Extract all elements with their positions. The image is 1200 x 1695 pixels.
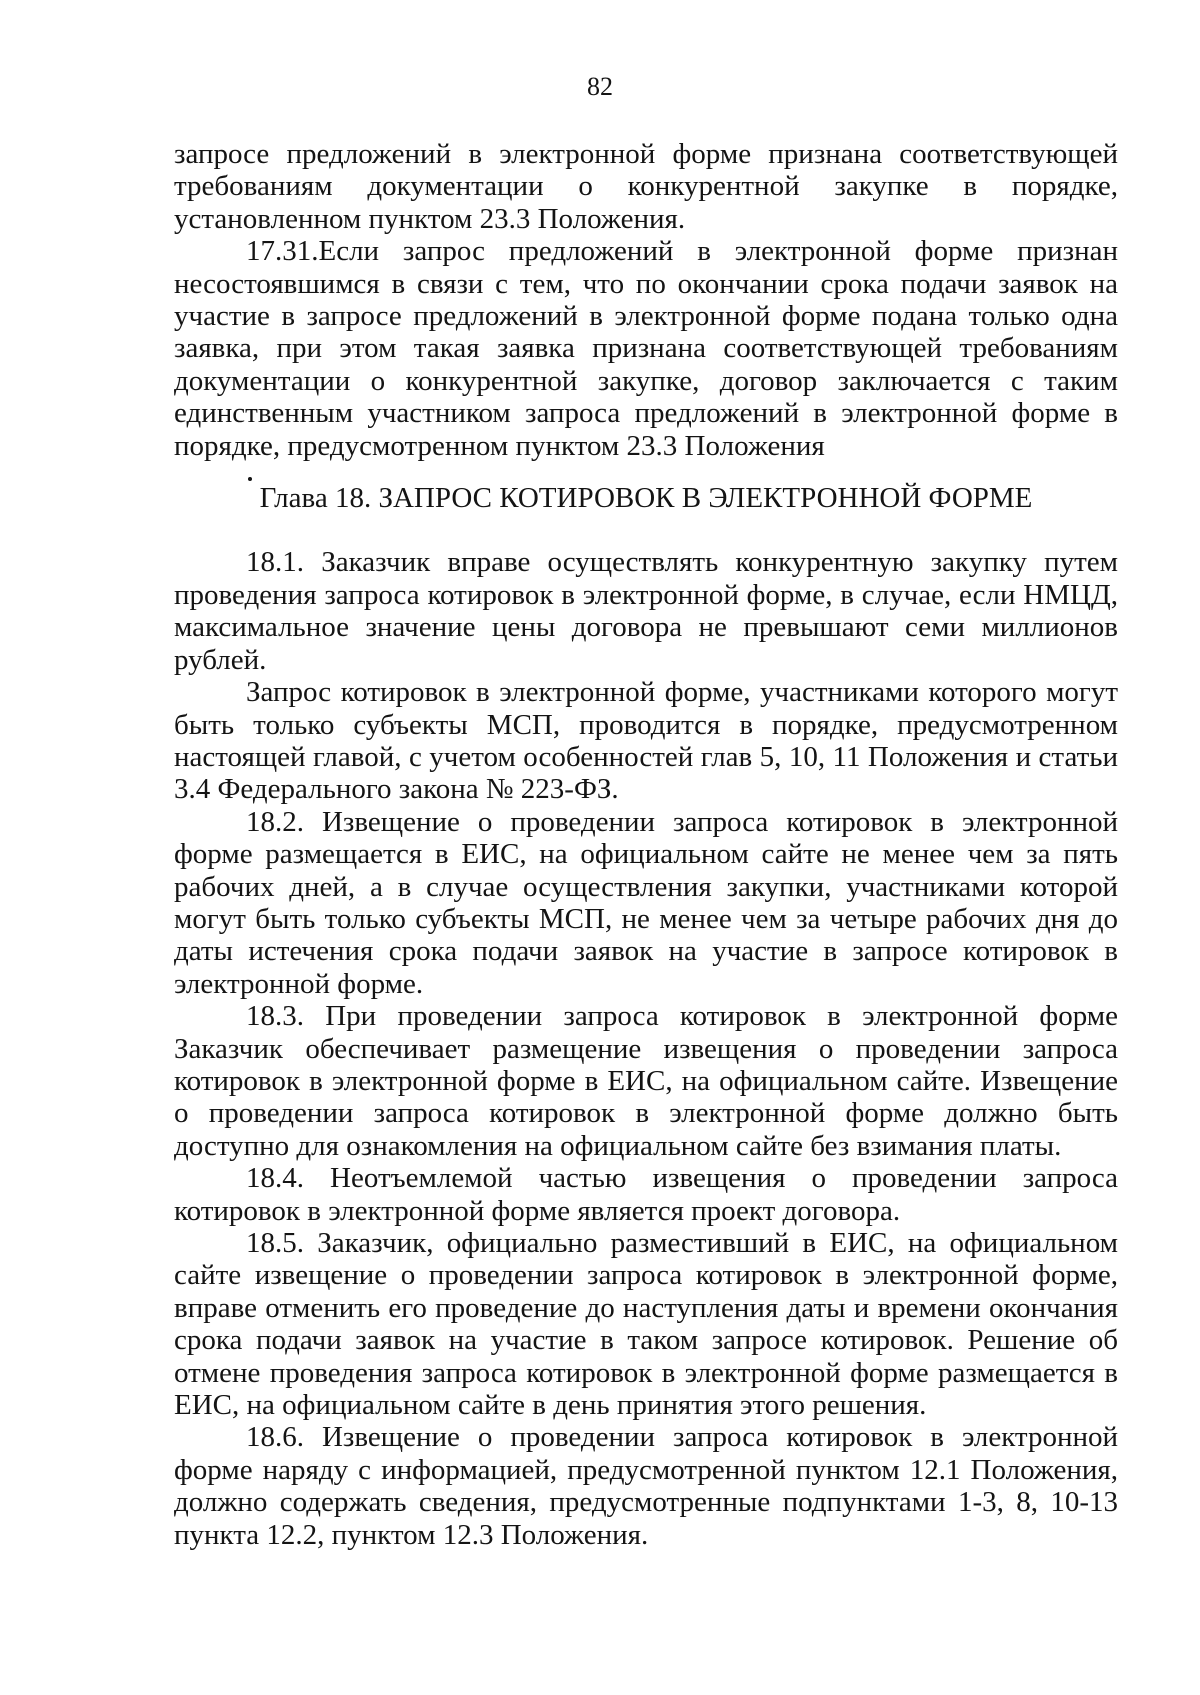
stray-dot-mark [248,477,252,481]
paragraph-18-6: 18.6. Извещение о проведении запроса котировок в электронной форме наряду с информацией, предусмотренной пунктом 12.1 Положения, должно содержать сведения, предусмотренные подпунктами 1-3, 8, 10-13 пункта 12.2, пунктом 12.3 Положения. [174,1421,1118,1551]
section-chapter-18 [174,546,1118,1551]
paragraph-17-31: 17.31.Если запрос предложений в электронной форме признан несостоявшимся в связи с тем, что по окончании срока подачи заявок на участие в запросе предложений в электронной форме подана только одна заявка, при этом такая заявка признана соответствующей требованиям документации о конкурентной закупке, договор заключается с таким единственным участником запроса предложений в электронной форме в порядке, предусмотренном пунктом 23.3 Положения [174,235,1118,462]
document-body [174,138,1118,1551]
paragraph-18-4: 18.4. Неотъемлемой частью извещения о проведении запроса котировок в электронной форме является проект договора. [174,1162,1118,1227]
paragraph-18-1-msp: Запрос котировок в электронной форме, участниками которого могут быть только субъекты МСП, проводится в порядке, предусмотренном настоящей главой, с учетом особенностей глав 5, 10, 11 Положения и статьи 3.4 Федерального закона № 223-ФЗ. [174,676,1118,806]
chapter-title: Глава 18. ЗАПРОС КОТИРОВОК В ЭЛЕКТРОННОЙ ФОРМЕ [259,482,1033,515]
paragraph-18-5: 18.5. Заказчик, официально разместивший в ЕИС, на официальном сайте извещение о проведении запроса котировок в электронной форме, вправе отменить его проведение до наступления даты и времени окончания срока подачи заявок на участие в таком запросе котировок. Решение об отмене проведения запроса котировок в электронной форме размещается в ЕИС, на официальном сайте в день принятия этого решения. [174,1227,1118,1422]
paragraph-18-3: 18.3. При проведении запроса котировок в электронной форме Заказчик обеспечивает размещение извещения о проведении запроса котировок в электронной форме в ЕИС, на официальном сайте. Извещение о проведении запроса котировок в электронной форме должно быть доступно для ознакомления на официальном сайте без взимания платы. [174,1000,1118,1162]
paragraph-18-1: 18.1. Заказчик вправе осуществлять конкурентную закупку путем проведения запроса котировок в электронной форме, в случае, если НМЦД, максимальное значение цены договора не превышают семи миллионов рублей. [174,546,1118,676]
section-top [174,138,1118,462]
page-number: 82 [587,72,613,101]
paragraph-continuation: запросе предложений в электронной форме признана соответствующей требованиям документации о конкурентной закупке в порядке, установленном пунктом 23.3 Положения. [174,138,1118,235]
paragraph-18-2: 18.2. Извещение о проведении запроса котировок в электронной форме размещается в ЕИС, на официальном сайте не менее чем за пять рабочих дней, а в случае осуществления закупки, участниками которой могут быть только субъекты МСП, не менее чем за четыре рабочих дня до даты истечения срока подачи заявок на участие в запросе котировок в электронной форме. [174,805,1118,1000]
stray-dot-line [174,462,1118,482]
